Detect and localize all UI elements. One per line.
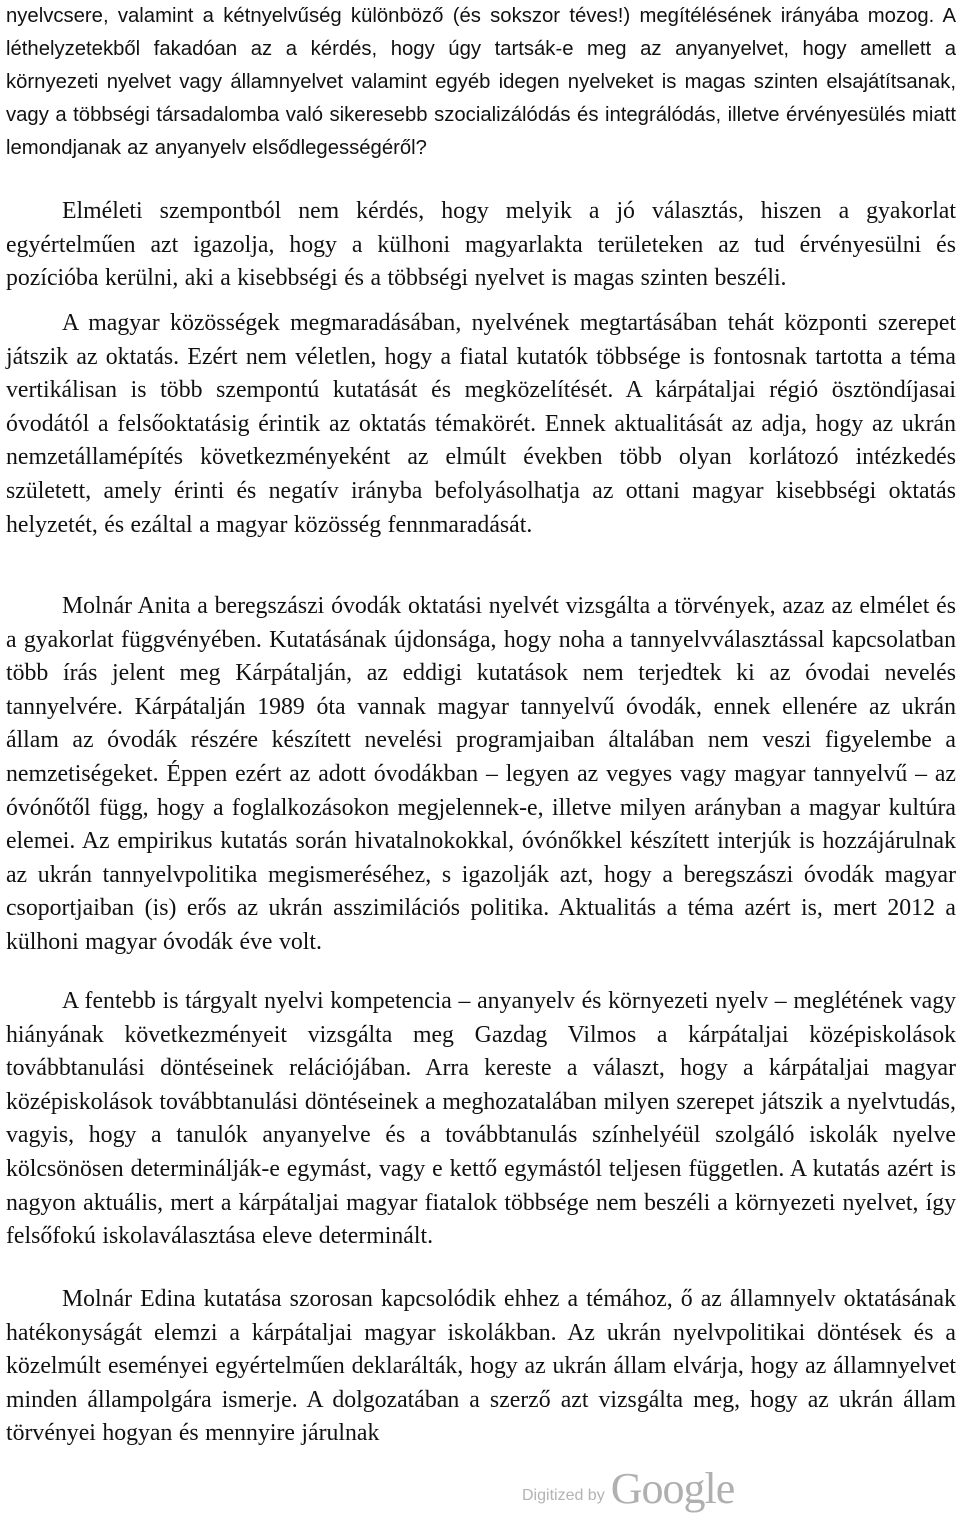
paragraph-6: Molnár Edina kutatása szorosan kapcsolódik ehhez a témához, ő az államnyelv oktatásának hatékonyságát elemzi a kárpátaljai magyar iskolákban. Az ukrán nyelvpolitikai döntések és a közelmúlt eseményei egyértelműen deklarálták, hogy az ukrán állam elvárja, hogy az államnyelvet minden állampolgára ismerje. A dolgozatában a szerző azt vizsgálta meg, hogy az ukrán állam törvényei hogyan és mennyire járulnak — [6, 1286, 956, 1447]
paragraph-3: A magyar közösségek megmaradásában, nyelvének megtartásában tehát központi szerepet játszik az oktatás. Ezért nem véletlen, hogy a fiatal kutatók többsége is fontosnak tartotta a téma vertikálisan is több szempontú kutatását és megközelítését. A kárpátaljai régió ösztöndíjasai óvodától a felsőoktatásig érintik az oktatás témakörét. Ennek aktualitását az adja, hogy az ukrán nemzetállamépítés következményeként az elmúlt években több olyan korlátozó intézkedés született, amely érinti és negatív irányba befolyásolhatja az ottani magyar kisebbségi oktatás helyzetét, és ezáltal a magyar közösség fennmaradását. — [6, 310, 956, 538]
digitized-watermark — [522, 1462, 734, 1512]
paragraph-1: nyelvcsere, valamint a kétnyelvűség különböző (és sokszor téves!) megítélésének irányába mozog. A léthelyzetekből fakadóan az a kérdés, hogy úgy tartsák-e meg az anyanyelvet, hogy amellett a környezeti nyelvet vagy államnyelvet valamint egyéb idegen nyelveket is magas szinten elsajátítsanak, vagy a többségi társadalomba való sikeresebb szocializálódás és integrálódás, illetve érvényesülés miatt lemondjanak az anyanyelv elsődlegességéről? — [6, 5, 956, 159]
paragraph-4: Molnár Anita a beregszászi óvodák oktatási nyelvét vizsgálta a törvények, azaz az elmélet és a gyakorlat függvényében. Kutatásának újdonsága, hogy noha a tannyelvválasztással kapcsolatban több írás jelent meg Kárpátalján, az eddigi kutatások nem terjedtek ki az óvodai nevelés tannyelvére. Kárpátalján 1989 óta vannak magyar tannyelvű óvodák, ennek ellenére az ukrán állam az óvodák részére készített nevelési programjaiban általában nem veszi figyelembe a nemzetiségeket. Éppen ezért az adott óvodákban – legyen az vegyes vagy magyar tannyelvű – az óvónőtől függ, hogy a foglalkozásokon megjelennek-e, illetve milyen arányban a magyar kultúra elemei. Az empirikus kutatás során hivatalnokokkal, óvónőkkel készített interjúk is hozzájárulnak az ukrán tannyelvpolitika megismeréséhez, s igazolják azt, hogy a beregszászi óvodák magyar csoportjaiban (is) erős az ukrán asszimilációs politika. Aktualitás a téma azért is, mert 2012 a külhoni magyar óvodák éve volt. — [6, 593, 956, 955]
paragraph-5: A fentebb is tárgyalt nyelvi kompetencia – anyanyelv és környezeti nyelv – meglétének vagy hiányának következményeit vizsgálta meg Gazdag Vilmos a kárpátaljai középiskolások továbbtanulási döntéseinek relációjában. Arra kereste a választ, hogy a kárpátaljai magyar középiskolások továbbtanulási döntéseinek a meghozatalában milyen szerepet játszik a nyelvtudás, vagyis, hogy a tanulók anyanyelve és a továbbtanulás színhelyéül szolgáló iskolák nyelve kölcsönösen determinálják-e egymást, vagy e kettő egymástól teljesen független. A kutatás azért is nagyon aktuális, mert a kárpátaljai magyar fiatalok többsége nem beszéli a környezeti nyelvet, így felsőfokú iskolaválasztása eleve determinált. — [6, 988, 956, 1250]
paragraph-2: Elméleti szempontból nem kérdés, hogy melyik a jó választás, hiszen a gyakorlat egyértelműen azt igazolja, hogy a külhoni magyarlakta területeken az tud érvényesülni és pozícióba kerülni, aki a kisebbségi és a többségi nyelvet is magas szinten beszéli. — [6, 198, 956, 292]
watermark-prefix: Digitized by — [522, 1487, 605, 1504]
google-logo: Google — [610, 1464, 735, 1513]
